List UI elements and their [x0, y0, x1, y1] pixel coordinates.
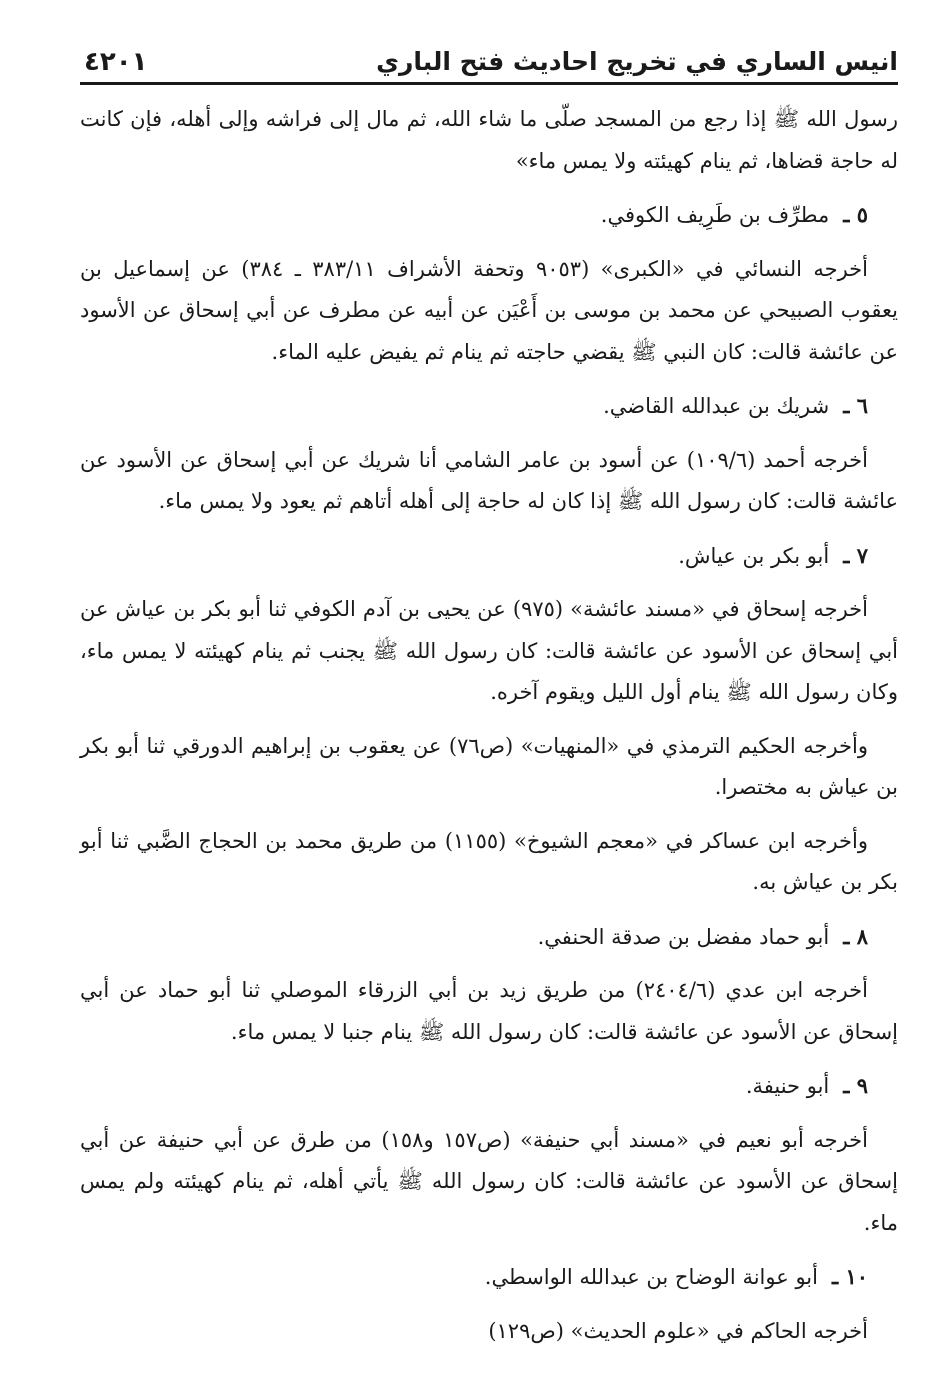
body-paragraph: أخرجه أبو نعيم في «مسند أبي حنيفة» (ص١٥٧ و١٥٨) من طرق عن أبي حنيفة عن أبي إسحاق عن الأسود عن عائشة قالت: كان رسول الله ﷺ يأتي أهله، ثم ينام كهيئته ولم يمس ماء.: [80, 1127, 898, 1235]
page-number: ٤٢٠١: [84, 47, 148, 77]
running-header: [80, 30, 898, 82]
numbered-heading: [80, 194, 898, 237]
body-paragraph: وأخرجه ابن عساكر في «معجم الشيوخ» (١١٥٥) من طريق محمد بن الحجاج الضَّبي ثنا أبو بكر بن عياش به.: [80, 828, 898, 894]
numbered-heading: [80, 385, 898, 428]
body-paragraph: رسول الله ﷺ إذا رجع من المسجد صلّى ما شاء الله، ثم مال إلى فراشه وإلى أهله، فإن كانت له حاجة قضاها، ثم ينام كهيئته ولا يمس ماء»: [80, 107, 898, 173]
heading-text: شريك بن عبدالله القاضي.: [603, 394, 830, 418]
heading-number: ٧ ـ: [843, 542, 868, 568]
body-paragraph: أخرجه ابن عدي (٢٤٠٤/٦) من طريق زيد بن أبي الزرقاء الموصلي ثنا أبو حماد عن أبي إسحاق عن الأسود عن عائشة قالت: كان رسول الله ﷺ ينام جنبا لا يمس ماء.: [80, 978, 898, 1044]
body-paragraph: أخرجه الحاكم في «علوم الحديث» (ص١٢٩): [488, 1318, 868, 1343]
header-rule: [80, 82, 898, 85]
body-paragraph: أخرجه النسائي في «الكبرى» (٩٠٥٣ وتحفة الأشراف ٣٨٣/١١ ـ ٣٨٤) عن إسماعيل بن يعقوب الصبيحي عن محمد بن موسى بن أَعْيَن عن أبيه عن مطرف عن أبي إسحاق عن الأسود عن عائشة قالت: كان النبي ﷺ يقضي حاجته ثم ينام ثم يفيض عليه الماء.: [80, 256, 898, 364]
numbered-heading: [80, 535, 898, 578]
body-paragraph: أخرجه إسحاق في «مسند عائشة» (٩٧٥) عن يحيى بن آدم الكوفي ثنا أبو بكر بن عياش عن أبي إسحاق عن الأسود عن عائشة قالت: كان رسول الله ﷺ يجنب ثم ينام كهيئته لا يمس ماء، وكان رسول الله ﷺ ينام أول الليل ويقوم آخره.: [80, 597, 898, 704]
numbered-heading: [80, 1256, 898, 1299]
heading-number: ٥ ـ: [843, 202, 868, 227]
book-title: انيس الساري في تخريج احاديث فتح الباري: [376, 47, 898, 76]
heading-text: أبو بكر بن عياش.: [678, 543, 830, 568]
heading-text: أبو حماد مفضل بن صدقة الحنفي.: [537, 924, 830, 949]
heading-text: مطرِّف بن طَرِيف الكوفي.: [600, 203, 830, 227]
body-paragraph: وأخرجه الحكيم الترمذي في «المنهيات» (ص٧٦) عن يعقوب بن إبراهيم الدورقي ثنا أبو بكر بن عياش به مختصرا.: [80, 733, 898, 799]
heading-number: ٨ ـ: [843, 923, 868, 949]
numbered-heading: [80, 916, 898, 959]
numbered-heading: [80, 1065, 898, 1108]
heading-number: ١٠ ـ: [831, 1264, 868, 1289]
page: [80, 30, 898, 1364]
heading-number: ٩ ـ: [843, 1073, 868, 1098]
heading-text: أبو حنيفة.: [745, 1074, 830, 1098]
page-body: [80, 99, 898, 1352]
heading-text: أبو عوانة الوضاح بن عبدالله الواسطي.: [484, 1265, 818, 1289]
heading-number: ٦ ـ: [843, 393, 868, 418]
body-paragraph: أخرجه أحمد (١٠٩/٦) عن أسود بن عامر الشامي أنا شريك عن أبي إسحاق عن الأسود عن عائشة قالت: كان رسول الله ﷺ إذا كان له حاجة إلى أهله أتاهم ثم يعود ولا يمس ماء.: [80, 447, 898, 513]
